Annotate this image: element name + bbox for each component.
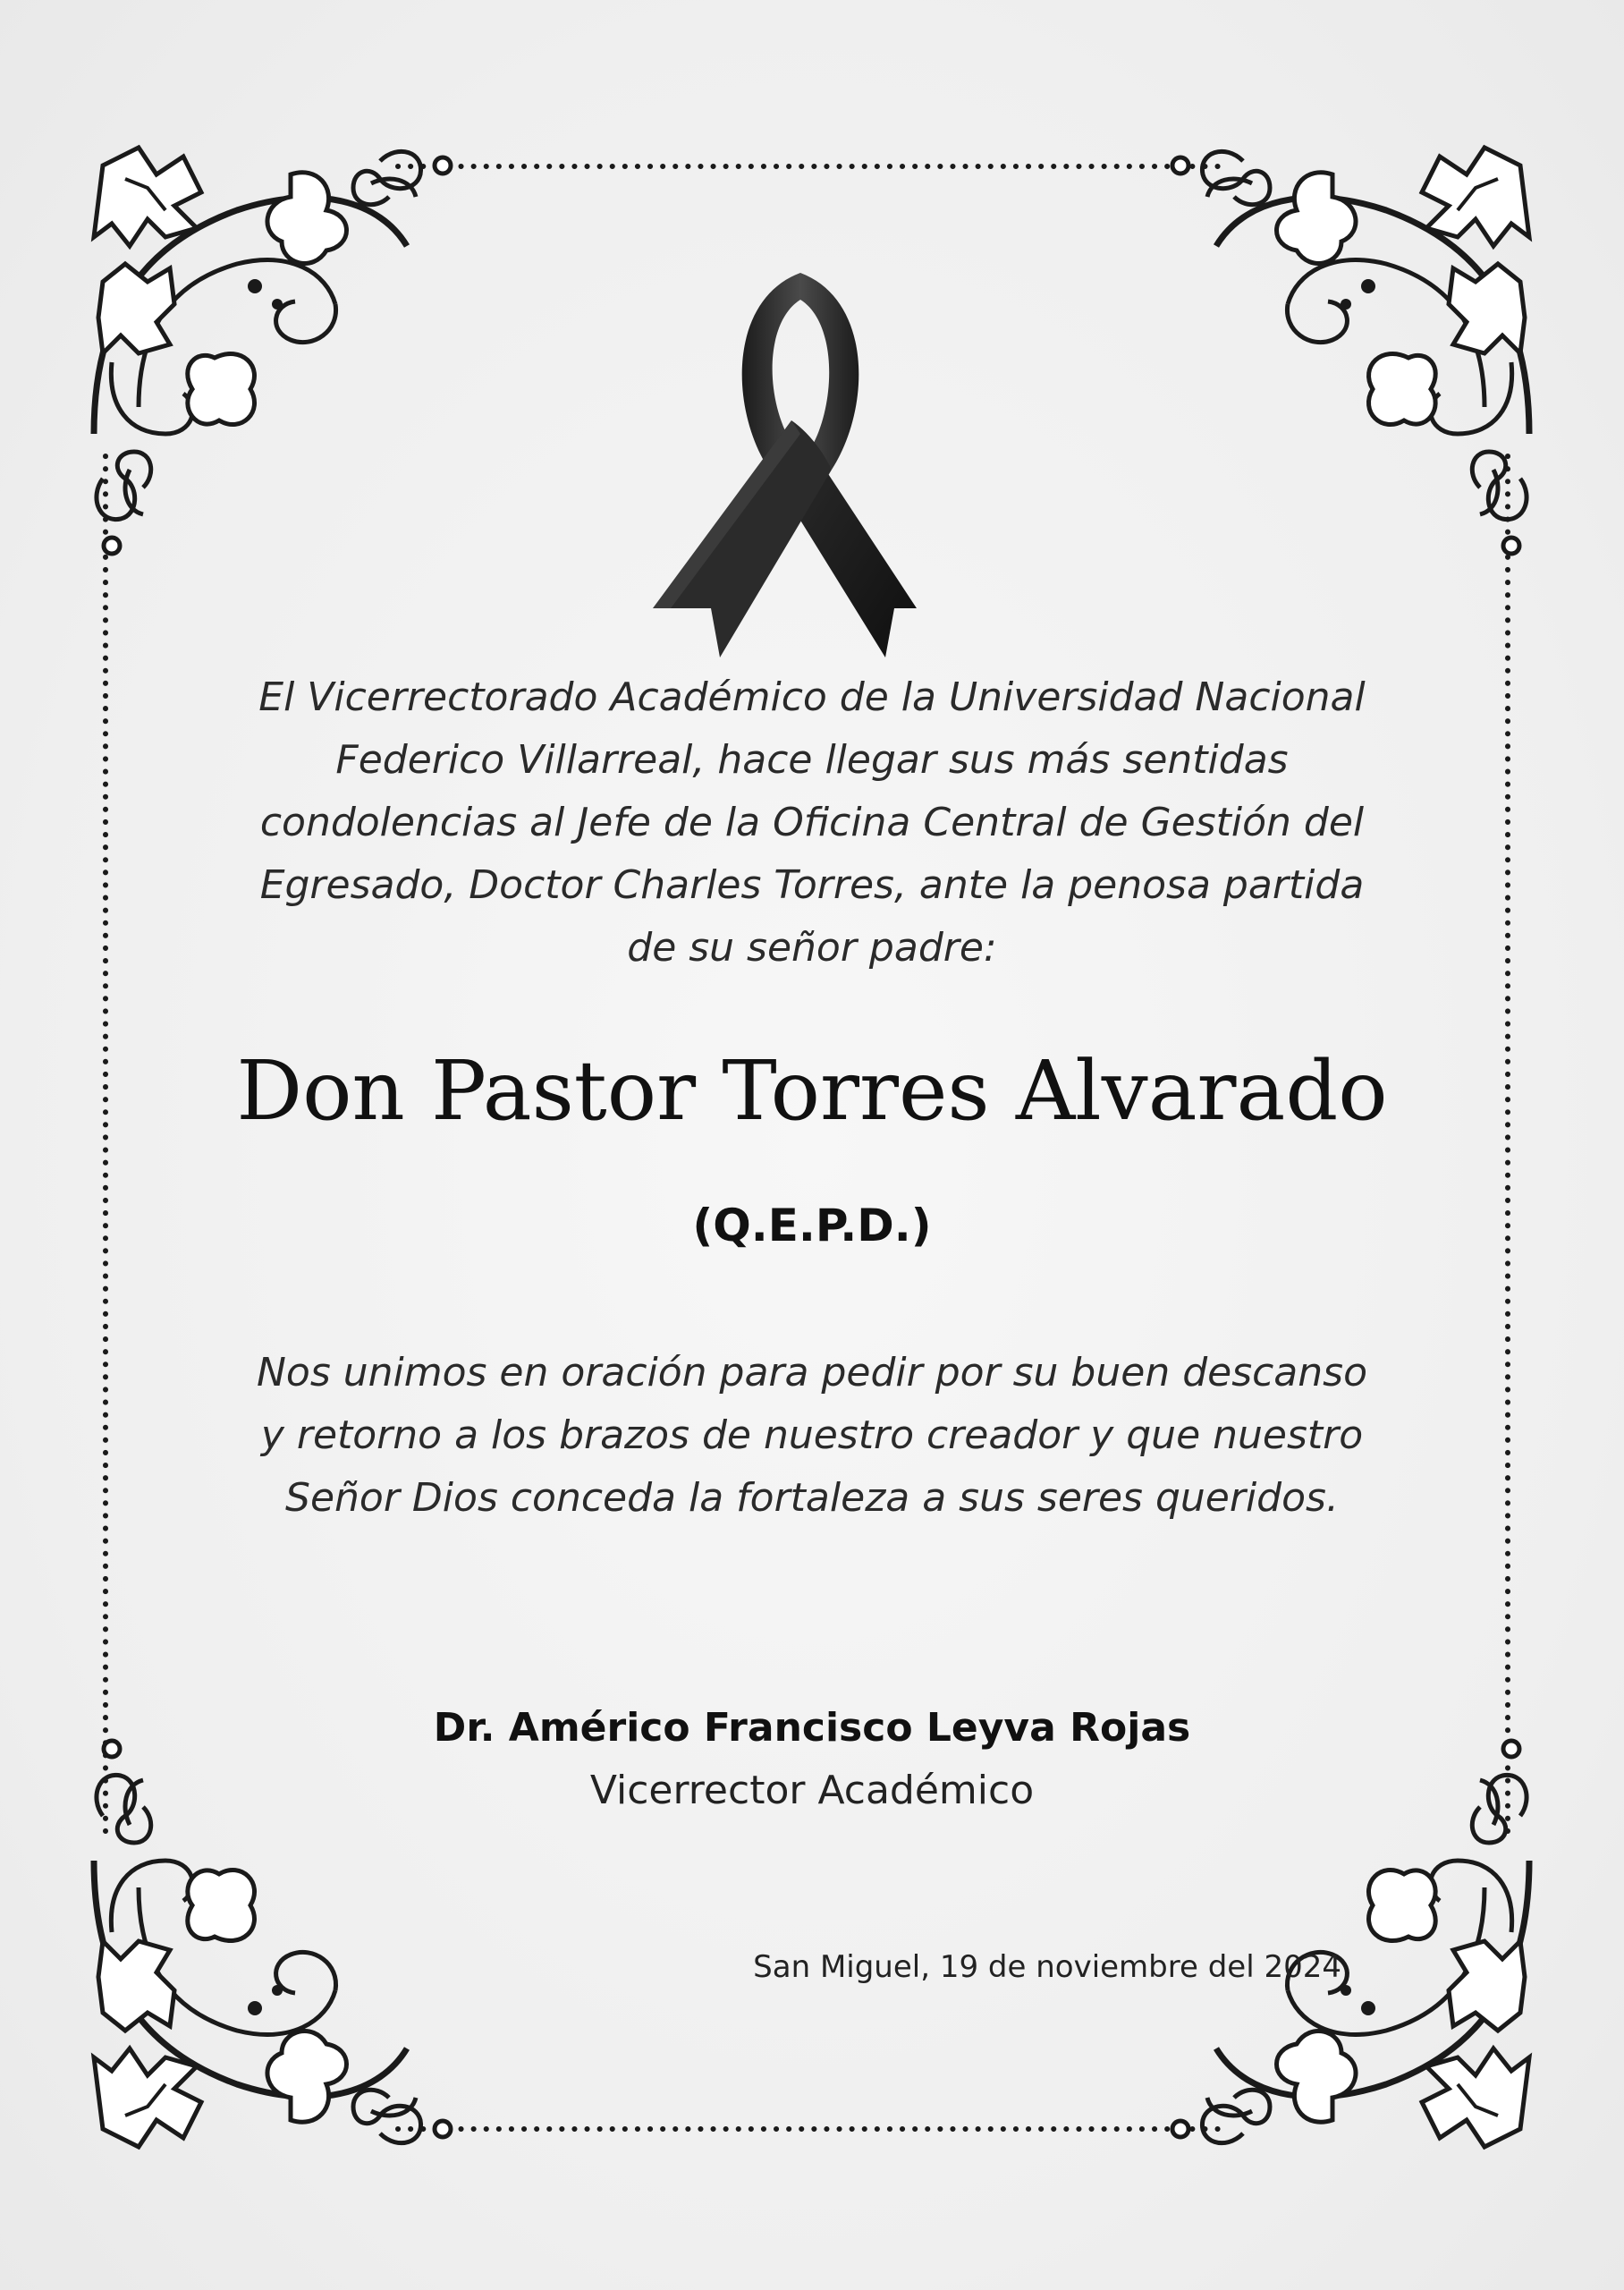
floral-corner-ornament-icon bbox=[94, 148, 451, 554]
place-date: San Miguel, 19 de noviembre del 2024 bbox=[753, 1949, 1341, 1985]
floral-corner-ornament-icon bbox=[1172, 148, 1529, 554]
intro-paragraph: El Vicerrectorado Académico de la Universidad Nacional Federico Villarreal, hace llegar sus más sentidas condolencias al Jefe de la Oficina Central de Gestión del Egresado, Doctor Charles Torres, ante la penosa partida de su señor padre: bbox=[258, 674, 1366, 971]
signer-title: Vicerrector Académico bbox=[589, 1768, 1035, 1813]
deceased-name: Don Pastor Torres Alvarado bbox=[236, 1043, 1388, 1139]
prayer-paragraph: Nos unimos en oración para pedir por su buen descanso y retorno a los brazos de nuestro creador y que nuestro Señor Dios conceda la fortaleza a sus seres queridos. bbox=[256, 1350, 1367, 1521]
qepd-label: (Q.E.P.D.) bbox=[692, 1200, 932, 1251]
signer-name: Dr. Américo Francisco Leyva Rojas bbox=[433, 1705, 1191, 1751]
mourning-ribbon-icon bbox=[644, 264, 975, 675]
